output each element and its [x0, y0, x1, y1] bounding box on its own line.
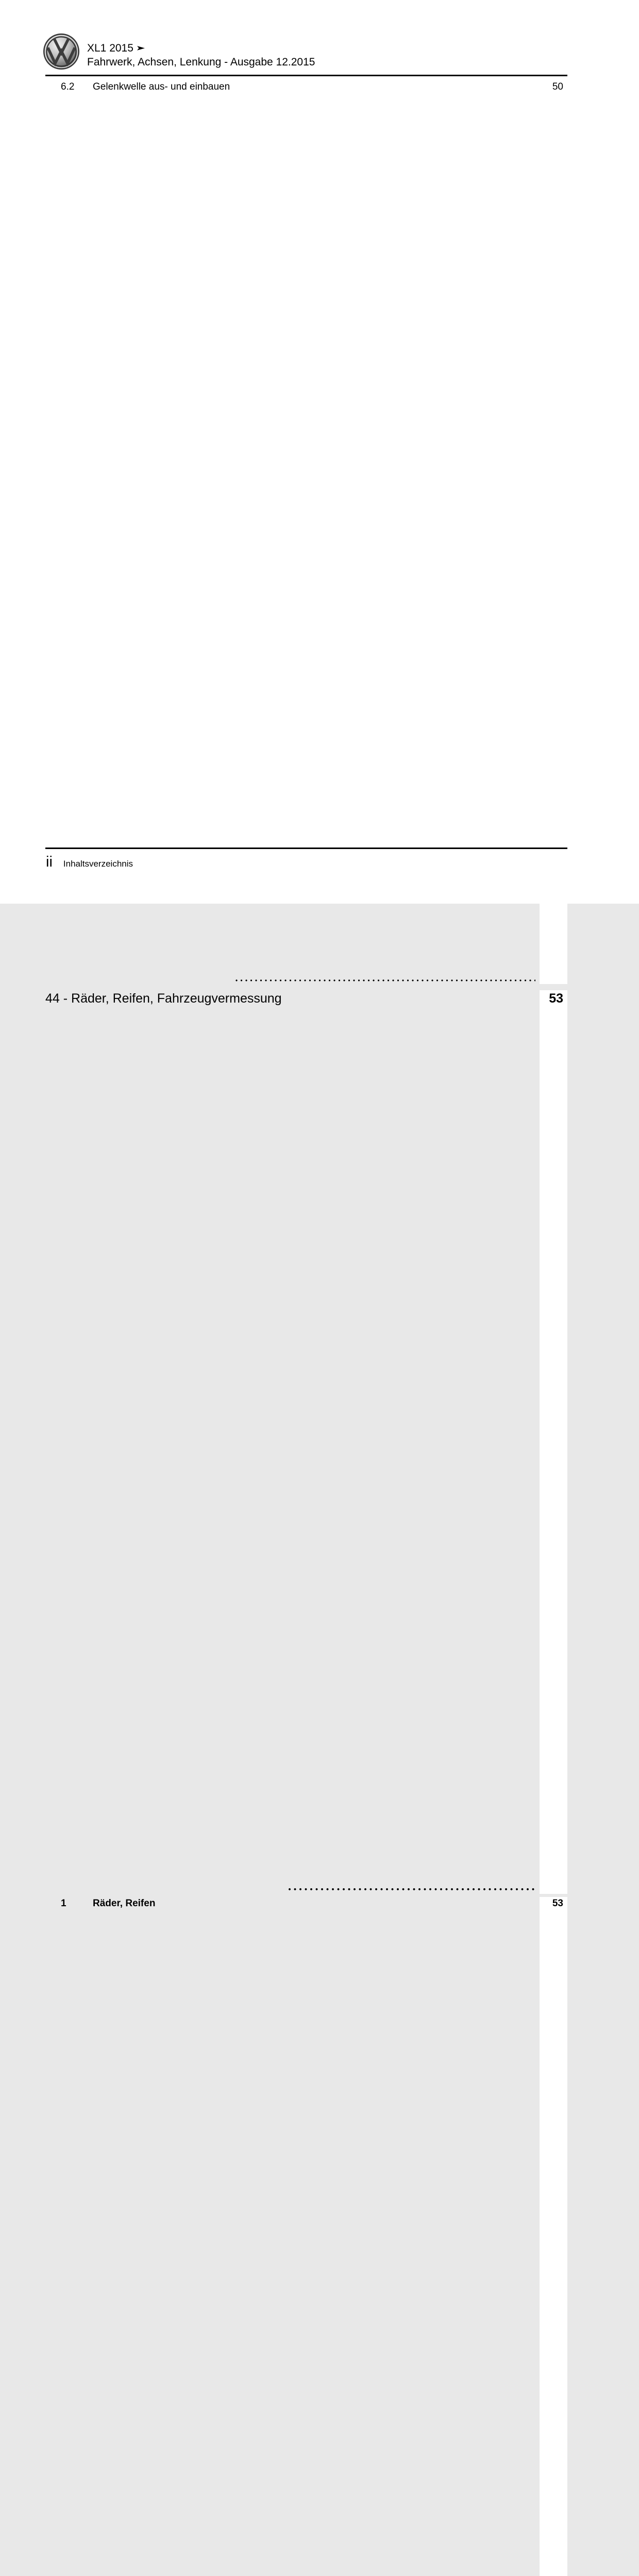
- vw-logo: [43, 33, 80, 70]
- page-number: 53: [540, 990, 567, 1894]
- chapter-title: 44 - Räder, Reifen, Fahrzeugvermessung: [45, 991, 282, 1006]
- toc-row: [45, 990, 567, 1894]
- footer-label: Inhaltsverzeichnis: [63, 859, 133, 869]
- section-number: 1: [61, 1898, 66, 1909]
- page-header: [43, 33, 315, 70]
- header-subtitle: Fahrwerk, Achsen, Lenkung - Ausgabe 12.2015: [87, 56, 315, 68]
- page-footer: [46, 853, 133, 871]
- page-number: 50: [540, 80, 567, 984]
- entry-title: Räder, Reifen: [93, 1898, 156, 1909]
- toc-row: [45, 1897, 567, 2576]
- dot-leader: [236, 979, 535, 981]
- page-number: 53: [540, 1897, 567, 2576]
- footer-page-number: ii: [46, 854, 53, 870]
- header-rule: [45, 75, 567, 76]
- model-line: [87, 41, 315, 55]
- arrow-right-icon: [137, 41, 145, 55]
- toc-list: [45, 80, 567, 2576]
- section-number: 6.2: [61, 81, 75, 92]
- header-text-block: [87, 33, 315, 70]
- model-name: XL1 2015: [87, 42, 133, 54]
- entry-title: Gelenkwelle aus- und einbauen: [93, 81, 230, 92]
- footer-rule: [45, 848, 567, 849]
- dot-leader: [289, 1888, 535, 1890]
